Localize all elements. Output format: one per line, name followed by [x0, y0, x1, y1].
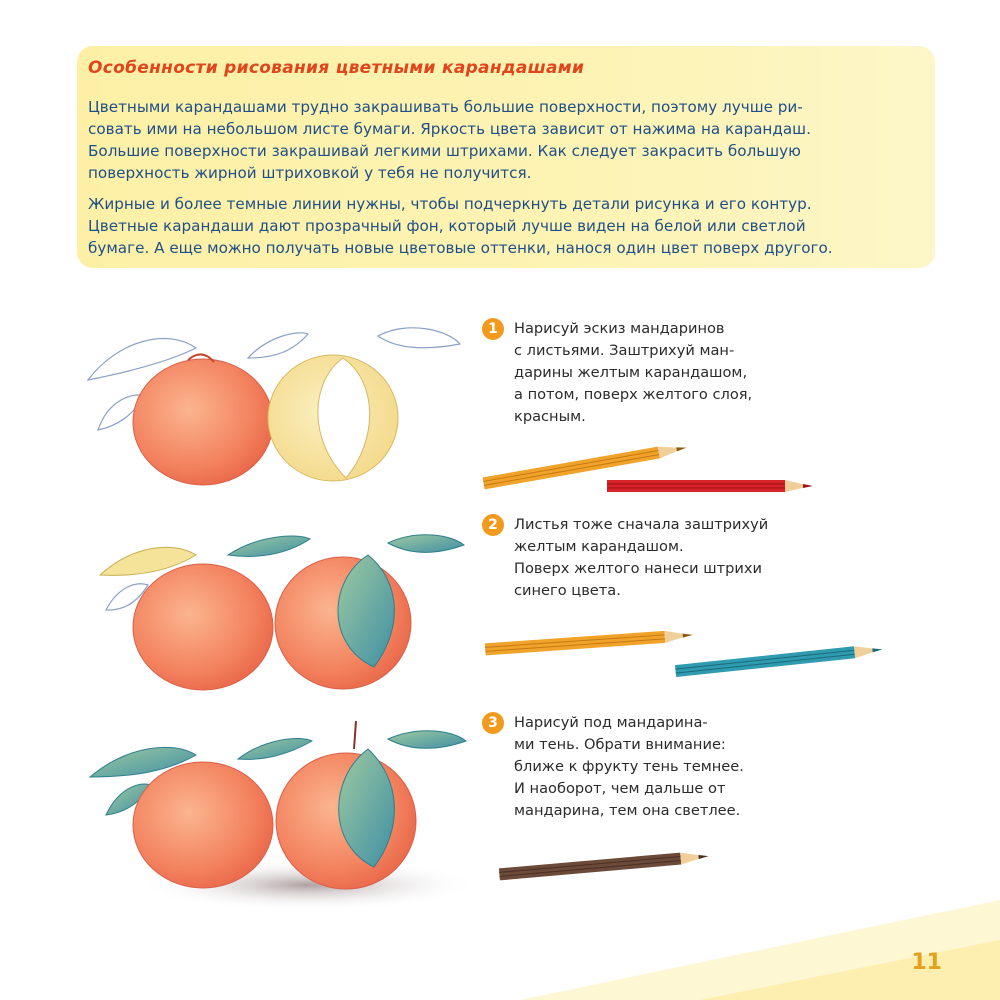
drawing-step-1	[78, 300, 478, 500]
paragraph-line: Большие поверхности закрашивай легкими штрихами. Как следует закрасить большую	[88, 142, 801, 160]
info-paragraph-2	[88, 193, 930, 259]
step-number-badge: 2	[482, 514, 504, 536]
step-text	[514, 712, 794, 822]
info-paragraph-1	[88, 96, 930, 184]
blue-pencil	[673, 640, 888, 680]
step-number-badge: 1	[482, 318, 504, 340]
step-line: желтым карандашом.	[514, 538, 684, 555]
paragraph-line: совать ими на небольшом листе бумаги. Яркость цвета зависит от нажима на карандаш.	[88, 120, 811, 138]
brown-pencil	[497, 845, 717, 885]
red-pencil	[605, 472, 820, 500]
yellow-pencil	[483, 622, 698, 662]
step-number-badge: 3	[482, 712, 504, 734]
step-line: с листьями. Заштрихуй ман-	[514, 342, 735, 359]
step-text	[514, 514, 794, 602]
paragraph-line: Цветные карандаши дают прозрачный фон, который лучше виден на белой или светлой	[88, 217, 806, 235]
step-text	[514, 318, 794, 428]
paragraph-line: Жирные и более темные линии нужны, чтобы подчеркнуть детали рисунка и его контур.	[88, 195, 812, 213]
drawing-step-3	[78, 715, 478, 920]
step-line: ближе к фрукту тень темнее.	[514, 758, 744, 775]
step-line: Нарисуй эскиз мандаринов	[514, 320, 725, 337]
step-line: ми тень. Обрати внимание:	[514, 736, 726, 753]
step-line: синего цвета.	[514, 582, 621, 599]
paragraph-line: Цветными карандашами трудно закрашивать большие поверхности, поэтому лучше ри-	[88, 98, 803, 116]
step-line: мандарина, тем она светлее.	[514, 802, 741, 819]
paragraph-line: бумаге. А еще можно получать новые цветовые оттенки, нанося один цвет поверх другого.	[88, 239, 833, 257]
step-line: Поверх желтого нанеси штрихи	[514, 560, 763, 577]
step-line: а потом, поверх желтого слоя,	[514, 386, 753, 403]
step-line: Листья тоже сначала заштрихуй	[514, 516, 769, 533]
page-number: 11	[911, 950, 942, 975]
step-line: И наоборот, чем дальше от	[514, 780, 726, 797]
step-line: дарины желтым карандашом,	[514, 364, 748, 381]
drawing-step-2	[78, 515, 478, 715]
step-line: красным.	[514, 408, 586, 425]
info-title: Особенности рисования цветными карандашами	[88, 58, 585, 78]
paragraph-line: поверхность жирной штриховкой у тебя не получится.	[88, 164, 532, 182]
step-line: Нарисуй под мандарина-	[514, 714, 708, 731]
